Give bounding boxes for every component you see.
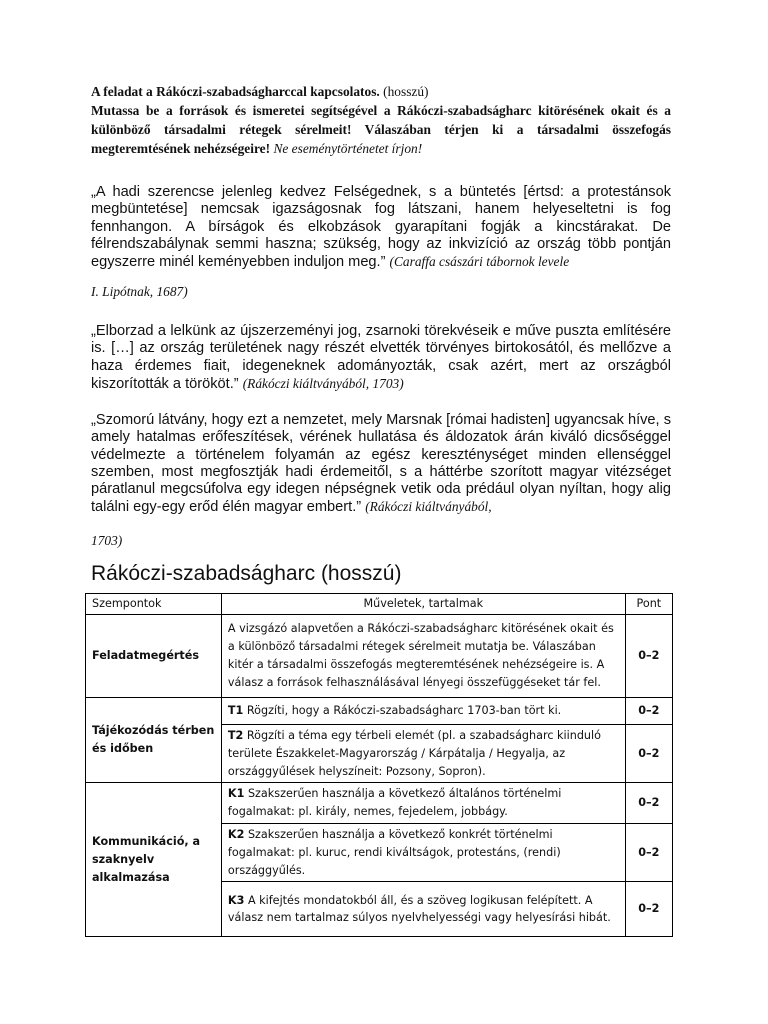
points-cell: 0–2 — [625, 615, 672, 698]
description-text: Rögzíti, hogy a Rákóczi-szabadságharc 1703-ban tört ki. — [243, 704, 562, 718]
description-cell — [221, 725, 625, 783]
task-heading-bold: A feladat a Rákóczi-szabadságharccal kapcsolatos. — [91, 84, 380, 99]
table-row — [86, 615, 673, 698]
source-quote-1 — [91, 184, 671, 271]
source-quote-2-text: „Elborzad a lelkünk az újszerzeményi jog, zsarnoki törekvéseik e műve puszta említésére is. […] az ország területének nagy részét elvették törvényes birtokosától, és mellőzve a haza érdemes fiait, idegeneknek adományozták, csak azért, mert az országból kiszorították a törököt.” — [91, 323, 671, 392]
header-criteria: Szempontok — [86, 594, 222, 615]
rubric-table — [85, 593, 673, 937]
source-quote-3-citation: (Rákóczi kiáltványából, — [365, 499, 492, 515]
source-quote-1-citation-cont: I. Lipótnak, 1687) — [91, 284, 188, 299]
source-quote-2 — [91, 323, 671, 393]
points-cell: 0–2 — [625, 698, 672, 725]
task-body — [91, 101, 671, 158]
criterion-code: T2 — [227, 729, 244, 742]
task-heading — [91, 82, 671, 101]
criterion-code: K1 — [227, 787, 245, 801]
description-text: Szakszerűen használja a következő általános történelmi fogalmakat: pl. király, nemes, fejedelem, jobbágy. — [227, 787, 562, 819]
points-cell: 0–2 — [625, 882, 672, 937]
source-quote-2-citation: (Rákóczi kiáltványából, 1703) — [242, 375, 404, 391]
table-row — [86, 698, 673, 725]
rubric-title: Rákóczi-szabadságharc (hosszú) — [91, 562, 402, 585]
table-row — [86, 783, 673, 824]
description-text: A kifejtés mondatokból áll, és a szöveg logikusan felépített. A válasz nem tartalmaz súlyos nyelvhelyességi vagy helyesírási hibát. — [227, 893, 611, 925]
task-body-bold: Mutassa be a források és ismeretei segítségével a Rákóczi-szabadságharc kitörésének okait és a különböző társadalmi rétegek sérelmeit! Válaszában térjen ki a társadalmi összefogás megteremtésének nehézségeire! — [91, 103, 671, 156]
description-cell — [221, 615, 625, 698]
header-points: Pont — [625, 594, 672, 615]
rubric-header-row — [86, 594, 673, 615]
source-quote-3-text: „Szomorú látvány, hogy ezt a nemzetet, mely Marsnak [római hadisten] ugyancsak híve, s amely hatalmas erőfeszítések, vérének hullatása és áldozatok árán kiváló dicsőséggel védelmezte a történelem folyamán az egész kereszténységet minden ellenséggel szemben, most megfosztják hadi érdemeitől, s a háttérbe szorított magyar vitézséget páratlanul megcsúfolva egy idegen népségnek vetik oda prédául olyan nyíltan, hogy alig találni egy-egy erőd élén magyar embert.” — [91, 412, 671, 516]
description-text: Szakszerűen használja a következő konkrét történelmi fogalmakat: pl. kuruc, rendi kiváltságok, protestáns, (rendi) országgyűlés. — [227, 827, 561, 877]
criterion-cell: Tájékozódás térben és időben — [86, 698, 222, 783]
task-heading-suffix: (hosszú) — [383, 84, 429, 99]
criterion-cell: Feladatmegértés — [86, 615, 222, 698]
description-cell — [221, 698, 625, 725]
points-cell: 0–2 — [625, 783, 672, 824]
criterion-cell: Kommunikáció, a szaknyelv alkalmazása — [86, 783, 222, 937]
points-cell: 0–2 — [625, 823, 672, 881]
description-cell — [221, 823, 625, 881]
description-text: Rögzíti a téma egy térbeli elemét (pl. a szabadságharc kiinduló területe Északkelet-Magyarország / Kárpátalja / Hegyalja, az országgyűlések helyszíneit: Pozsony, Sopron). — [227, 729, 601, 778]
criterion-code: K2 — [227, 827, 245, 841]
task-instructions — [91, 82, 671, 158]
criterion-code: T1 — [227, 704, 244, 718]
description-cell — [221, 783, 625, 824]
description-cell — [221, 882, 625, 937]
task-body-italic: Ne eseménytörténetet írjon! — [273, 141, 423, 156]
criterion-code: K3 — [227, 893, 245, 907]
description-text: A vizsgázó alapvetően a Rákóczi-szabadságharc kitörésének okait és a különböző társadalmi rétegek sérelmeit mutatja be. Válaszában kitér a társadalmi összefogás megteremtésének nehézségeire is. A válasz a források felhasználásával lényegi összefüggéseket tár fel. — [227, 622, 614, 689]
source-quote-1-citation: (Caraffa császári tábornok levele — [389, 254, 570, 270]
source-quote-3 — [91, 412, 671, 517]
source-quote-1-text: „A hadi szerencse jelenleg kedvez Felségednek, s a büntetés [értsd: a protestánsok megbüntetése] nemcsak igazságosnak fog látszani, hanem helyeseltetni is fog fennhangon. A bírságok és elkobzások gyarapítani fogják a kincstárakat. De félrendszabálynak semmi haszna; szükség, hogy az inkvizíció az ország több pontján egyszerre minél keményebben induljon meg.” — [91, 184, 671, 271]
header-operations: Műveletek, tartalmak — [221, 594, 625, 615]
source-quote-3-citation-cont: 1703) — [91, 533, 123, 548]
points-cell: 0–2 — [625, 725, 672, 783]
